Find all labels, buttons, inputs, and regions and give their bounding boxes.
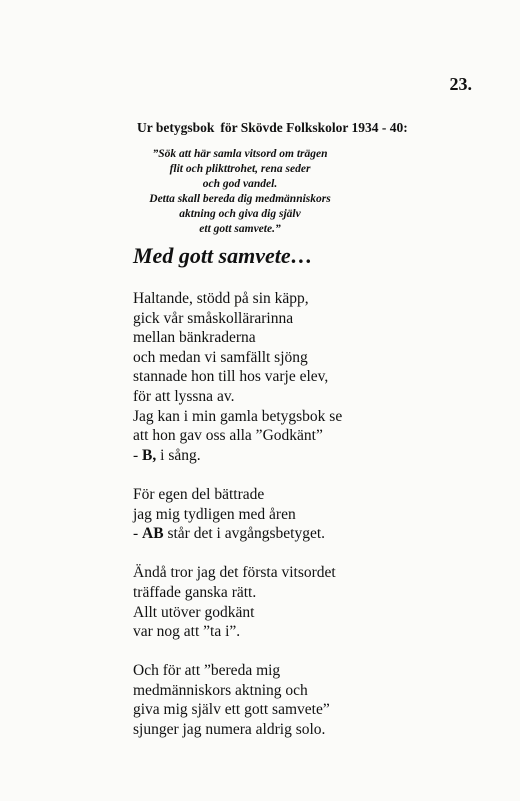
poem-line: sjunger jag numera aldrig solo.: [133, 721, 326, 739]
poem-title: Med gott samvete…: [133, 243, 313, 268]
poem-line-grade: [133, 524, 342, 544]
motto-line: ”Sök att här samla vitsord om trägen: [152, 148, 328, 160]
poem-line: för att lyssna av.: [133, 387, 235, 405]
poem-line: Jag kan i min gamla betygsbok se: [133, 407, 343, 425]
stanza-3: [133, 563, 342, 641]
source-heading-part1: Ur betygsbok: [137, 120, 215, 135]
poem-body: [133, 289, 342, 759]
poem-line: Och för att ”bereda mig: [133, 662, 281, 680]
poem-line: att hon gav oss alla ”Godkänt”: [133, 427, 323, 445]
motto-quote: [140, 147, 340, 237]
motto-line: ett gott samvete.”: [199, 223, 281, 235]
dash: -: [133, 446, 143, 464]
grade-ab: AB: [142, 525, 164, 543]
grade-text: i sång.: [156, 446, 201, 464]
poem-line: Haltande, stödd på sin käpp,: [133, 290, 309, 307]
stanza-4: [133, 661, 342, 739]
motto-line: aktning och giva dig själv: [179, 208, 301, 220]
poem-line: giva mig själv ett gott samvete”: [133, 701, 330, 719]
poem-line: stannade hon till hos varje elev,: [133, 368, 329, 386]
motto-line: flit och plikttrohet, rena seder: [169, 163, 311, 175]
poem-line-grade: [133, 446, 342, 466]
stanza-1: [133, 289, 342, 465]
poem-line: gick vår småskollärarinna: [133, 309, 294, 327]
dash: -: [133, 525, 143, 543]
source-heading: [137, 120, 408, 136]
poem-line: träffade ganska rätt.: [133, 583, 257, 601]
poem-line: medmänniskors aktning och: [133, 681, 308, 699]
poem-line: Ändå tror jag det första vitsordet: [133, 564, 336, 582]
grade-b: B,: [142, 446, 157, 464]
poem-line: var nog att ”ta i”.: [133, 623, 241, 641]
grade-text: står det i avgångsbetyget.: [163, 525, 326, 543]
poem-line: jag mig tydligen med åren: [133, 505, 296, 523]
motto-line: och god vandel.: [202, 178, 278, 190]
poem-line: Allt utöver godkänt: [133, 603, 255, 621]
poem-line: mellan bänkraderna: [133, 329, 256, 347]
source-heading-part2: för Skövde Folkskolor 1934 - 40:: [220, 120, 408, 135]
motto-line: Detta skall bereda dig medmänniskors: [149, 193, 331, 205]
poem-line: och medan vi samfällt sjöng: [133, 348, 308, 366]
stanza-2: [133, 485, 342, 544]
poem-line: För egen del bättrade: [133, 485, 265, 503]
page-number: 23.: [449, 74, 472, 94]
